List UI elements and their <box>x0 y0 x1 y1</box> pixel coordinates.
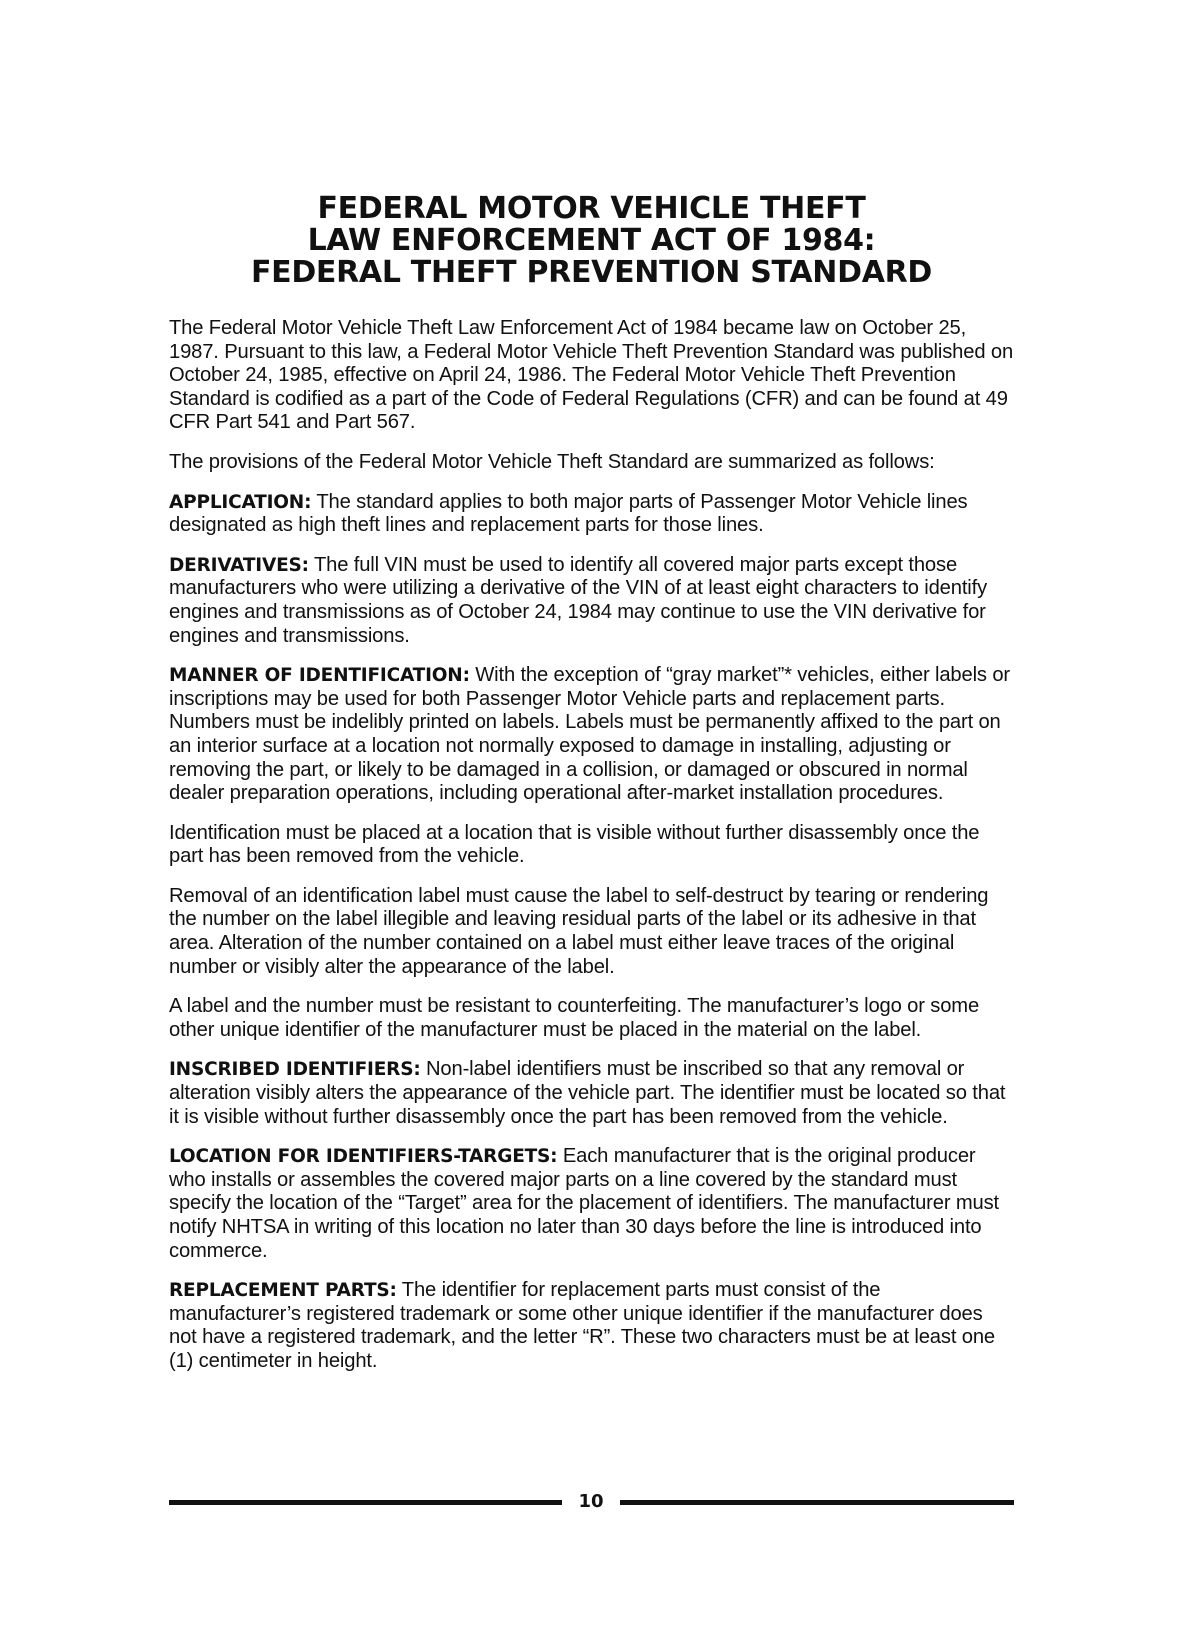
identification-paragraph: Identification must be placed at a location that is visible without further disassembly once the part has been removed from the vehicle. <box>169 821 980 868</box>
manner-of-identification-paragraph <box>169 664 1014 806</box>
inscribed-identifiers-paragraph <box>169 1058 1014 1129</box>
replacement-parts-text: The identifier for replacement parts must consist of the manufacturer’s registered trademark or some other unique identifier if the manufacturer does not have a registered trademark, and the letter “R”. These two characters must be at least one (1) centimeter in height. <box>169 1279 995 1372</box>
intro-paragraph: The Federal Motor Vehicle Theft Law Enforcement Act of 1984 became law on October 25, 1987. Pursuant to this law, a Federal Motor Vehicle Theft Prevention Standard was published on October 24, 1985, effective on April 24, 1986. The Federal Motor Vehicle Theft Prevention Standard is codified as a part of the Code of Federal Regulations (CFR) and can be found at 49 CFR Part 541 and Part 567. <box>169 317 1014 434</box>
application-text: The standard applies to both major parts of Passenger Motor Vehicle lines designated as high theft lines and replacement parts for those lines. <box>169 490 968 537</box>
inscribed-identifiers-heading: INSCRIBED IDENTIFIERS: <box>169 1059 421 1081</box>
title-line-3: FEDERAL THEFT PREVENTION STANDARD <box>250 255 933 290</box>
footer-rule-left <box>169 1500 562 1505</box>
derivatives-paragraph <box>169 554 1014 648</box>
title-line-2: LAW ENFORCEMENT ACT OF 1984: <box>307 223 876 258</box>
page-number: 10 <box>578 1491 604 1512</box>
counterfeit-paragraph: A label and the number must be resistant to counterfeiting. The manufacturer’s logo or some other unique identifier of the manufacturer must be placed in the material on the label. <box>169 995 980 1041</box>
derivatives-heading: DERIVATIVES: <box>169 554 309 576</box>
manner-of-identification-heading: MANNER OF IDENTIFICATION: <box>169 665 470 687</box>
location-targets-text: Each manufacturer that is the original producer who installs or assembles the covered major parts on a line covered by the standard must specify the location of the “Target” area for the placement of identifiers. The manufacturer must notify NHTSA in writing of this location no later than 30 days before the line is introduced into commerce. <box>169 1145 1000 1262</box>
application-heading: APPLICATION: <box>169 491 312 513</box>
replacement-parts-heading: REPLACEMENT PARTS: <box>169 1280 397 1302</box>
page-footer <box>169 1487 1014 1517</box>
replacement-parts-paragraph <box>169 1279 1014 1373</box>
removal-paragraph: Removal of an identification label must cause the label to self-destruct by tearing or rendering the number on the label illegible and leaving residual parts of the label or its adhesive in that area. Alteration of the number contained on a label must either leave traces of the original number or visibly alter the appearance of the label. <box>169 884 989 978</box>
title-line-1: FEDERAL MOTOR VEHICLE THEFT <box>317 191 866 226</box>
document-page <box>169 193 1014 1390</box>
footer-rule-right <box>620 1500 1014 1505</box>
location-targets-paragraph <box>169 1145 1014 1263</box>
manner-of-identification-text: With the exception of “gray market”* vehicles, either labels or inscriptions may be used for both Passenger Motor Vehicle parts and replacement parts. Numbers must be indelibly printed on labels. Labels must be permanently affixed to the part on an interior surface at a location not normally exposed to damage in installing, adjusting or removing the part, or likely to be damaged in a collision, or damaged or obscured in normal dealer preparation operations, including operational after-market installation procedures. <box>169 664 1010 805</box>
inscribed-identifiers-text: Non-label identifiers must be inscribed so that any removal or alteration visibly alters the appearance of the vehicle part. The identifier must be located so that it is visible without further disassembly once the part has been removed from the vehicle. <box>169 1058 1006 1128</box>
page-title <box>169 193 1014 289</box>
application-paragraph <box>169 491 1014 538</box>
derivatives-text: The full VIN must be used to identify all covered major parts except those manufacturers who were utilizing a derivative of the VIN of at least eight characters to identify engines and transmissions as of October 24, 1984 may continue to use the VIN derivative for engines and transmissions. <box>169 553 988 647</box>
location-targets-heading: LOCATION FOR IDENTIFIERS-TARGETS: <box>169 1146 558 1168</box>
summary-paragraph: The provisions of the Federal Motor Vehicle Theft Standard are summarized as follows: <box>169 450 935 473</box>
